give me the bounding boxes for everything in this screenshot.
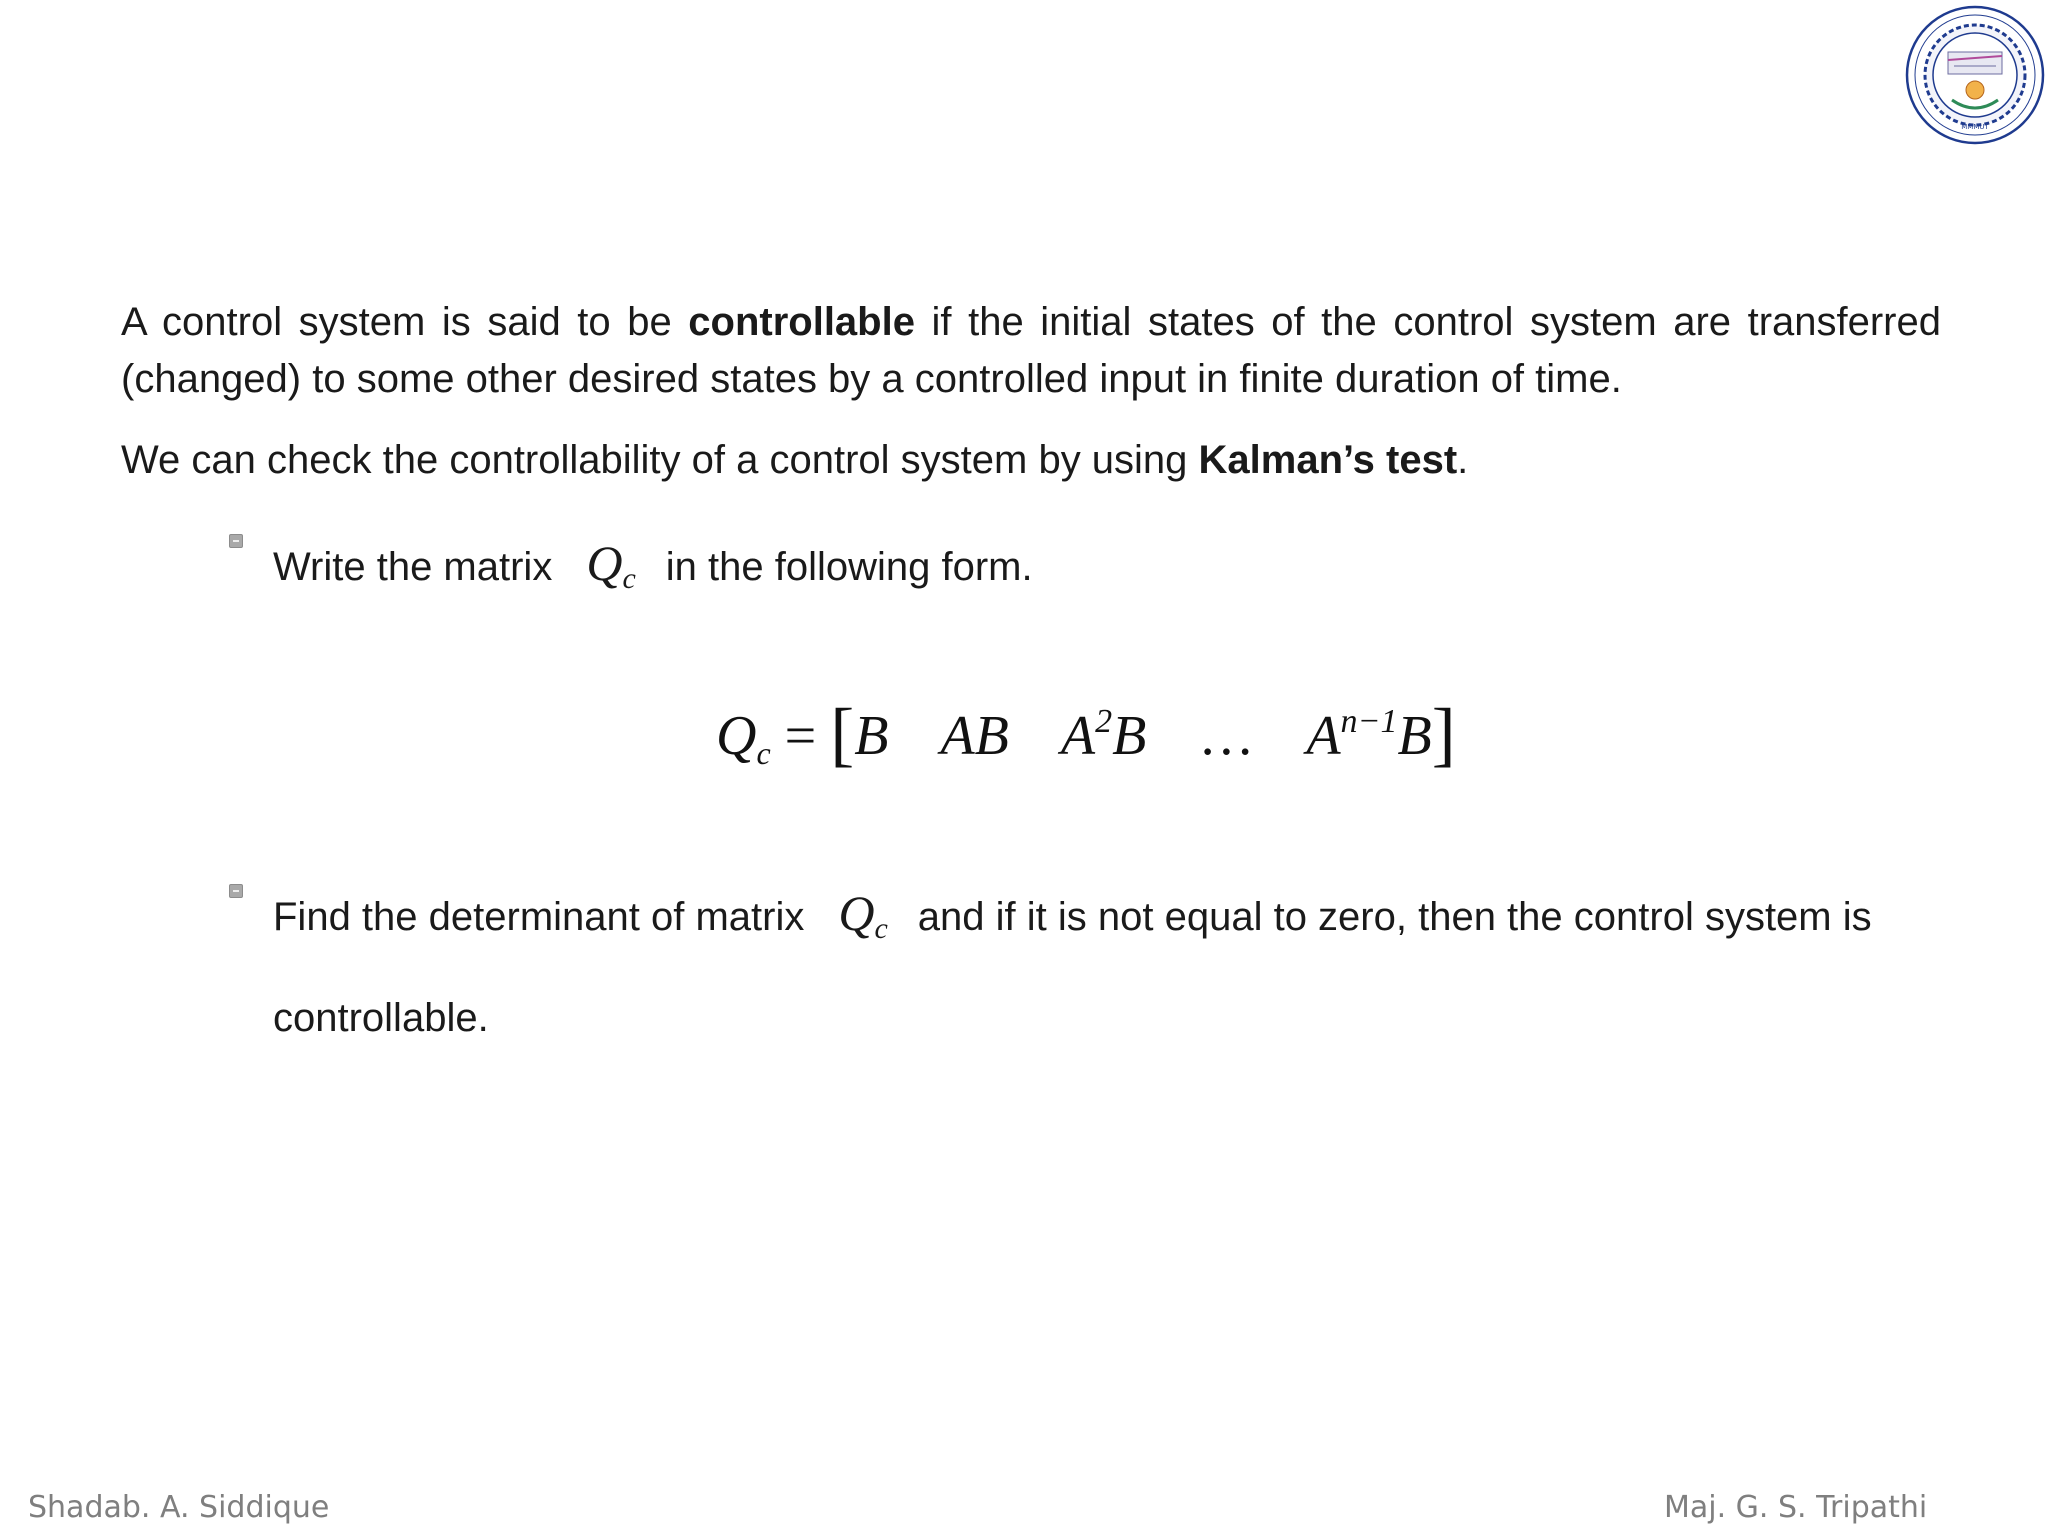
bullet-icon <box>229 884 243 898</box>
bullet-2-continuation: controllable. <box>273 996 489 1040</box>
kalman-text-post: . <box>1457 438 1469 482</box>
definition-text-post: if the initial states of the control system are transferred <box>914 300 1941 344</box>
equation-close-bracket: ] <box>1431 694 1456 774</box>
equation-equals: = <box>784 705 817 767</box>
bullet-2-text-pre: Find the determinant of matrix <box>273 895 805 939</box>
equation-ellipsis: … <box>1198 705 1255 767</box>
university-seal-logo <box>1904 4 2046 146</box>
controllable-term: controllable <box>688 300 915 344</box>
equation-term-b: B <box>854 705 889 767</box>
definition-line-2: (changed) to some other desired states by a controlled input in finite duration of time. <box>121 357 1622 401</box>
bullet-1-text-post: in the following form. <box>665 545 1033 589</box>
controllability-definition <box>121 294 1941 408</box>
definition-text-pre: A control system is said to be <box>121 300 689 344</box>
equation-term-ab: AB <box>940 705 1009 767</box>
svg-text:MMMUT: MMMUT <box>1961 123 1989 131</box>
kalman-test-sentence <box>121 432 1941 489</box>
bullet-write-matrix <box>273 535 1033 596</box>
matrix-qc-symbol: $Q_c$ <box>838 885 888 945</box>
bullet-1-text-pre: Write the matrix <box>273 545 553 589</box>
kalman-text-pre: We can check the controllability of a control system by using <box>121 438 1199 482</box>
footer-author-left: Shadab. A. Siddique <box>28 1490 330 1525</box>
matrix-qc-symbol: $Q_c$ <box>586 535 636 595</box>
kalman-test-term: Kalman’s test <box>1198 438 1458 482</box>
equation-term-a2b: $A^2B$ <box>1060 703 1147 767</box>
equation-lhs: $Q_c$ <box>716 705 771 771</box>
controllability-matrix-equation <box>716 694 1456 774</box>
bullet-find-determinant <box>273 885 1872 946</box>
equation-term-an1b: $A^{n-1}B$ <box>1306 703 1432 767</box>
bullet-icon <box>229 534 243 548</box>
footer-author-right: Maj. G. S. Tripathi <box>1664 1490 1928 1525</box>
bullet-2-text-post: and if it is not equal to zero, then the control system is <box>917 895 1872 939</box>
equation-open-bracket: [ <box>830 694 855 774</box>
definition-line-1 <box>121 294 1941 351</box>
